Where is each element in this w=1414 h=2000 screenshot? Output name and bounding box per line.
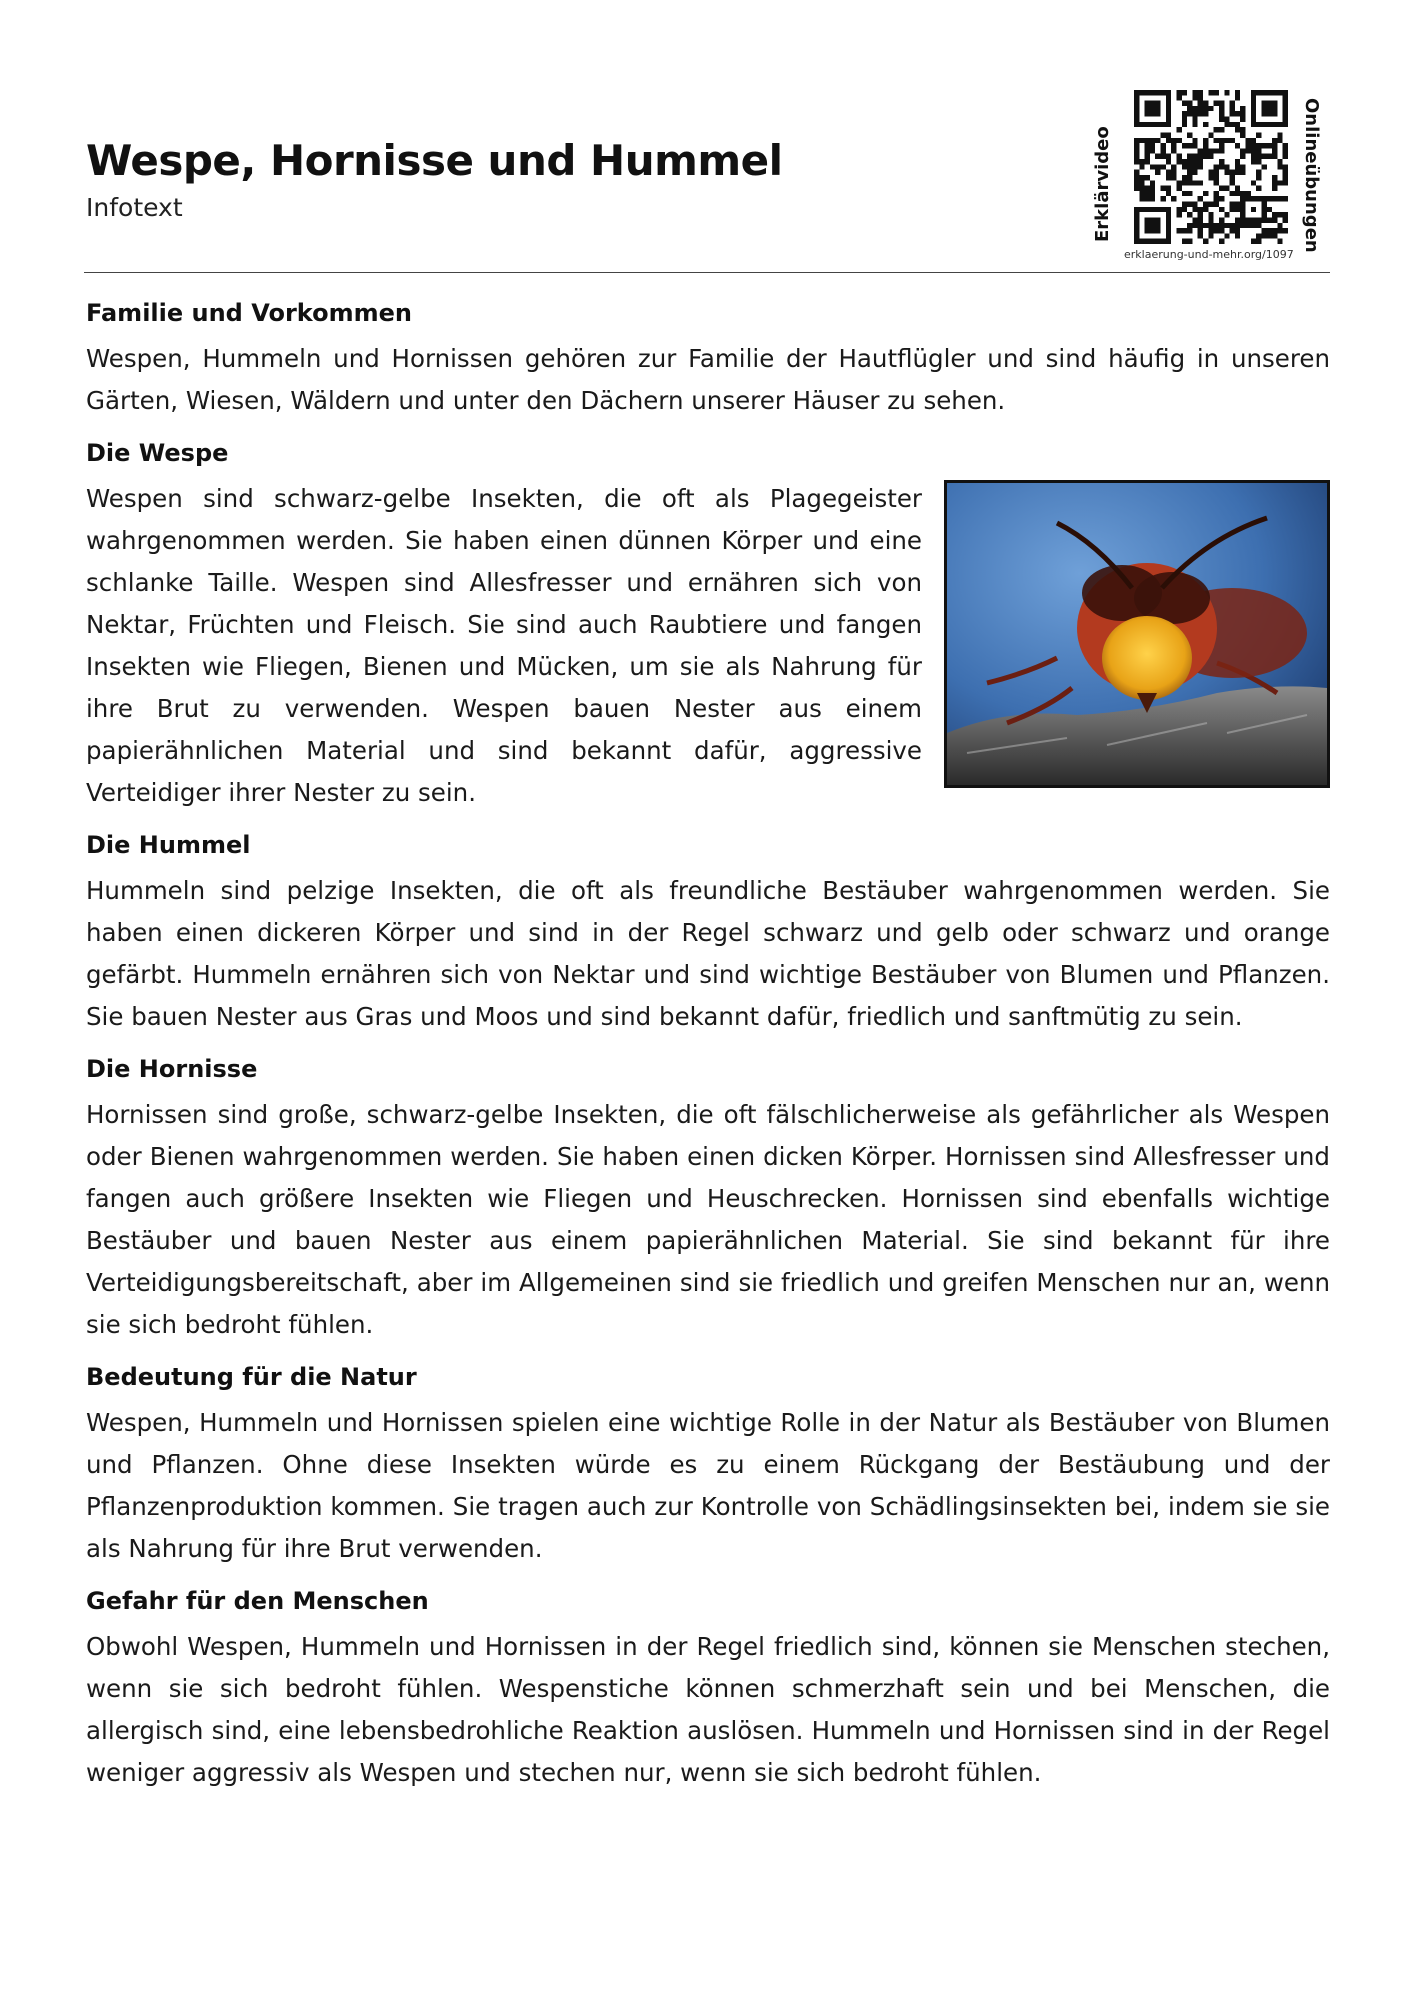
hornet-photo-icon (947, 483, 1327, 785)
qr-code-block[interactable] (1088, 88, 1328, 268)
qr-url-text[interactable]: erklaerung-und-mehr.org/1097 (1124, 248, 1294, 261)
section-family (86, 296, 1330, 422)
section-text: Wespen, Hummeln und Hornissen spielen eine wichtige Rolle in der Natur als Bestäuber von Blumen und Pflanzen. Ohne diese Insekten würde es zu einem Rückgang der Bestäubung und der Pflanzenproduktion kommen. Sie tragen auch zur Kontrolle von Schädlingsinsekten bei, indem sie sie als Nahrung für ihre Brut verwenden. (86, 1408, 1330, 1563)
section-text: Hummeln sind pelzige Insekten, die oft als freundliche Bestäuber wahrgenommen werden. Sie haben einen dickeren Körper und sind in der Regel schwarz und gelb oder schwarz und orange gefärbt. Hummeln ernähren sich von Nektar und sind wichtige Bestäuber von Blumen und Pflanzen. Sie bauen Nester aus Gras und Moos und sind bekannt dafür, friedlich und sanftmütig zu sein. (86, 876, 1330, 1031)
section-heading: Bedeutung für die Natur (86, 1363, 417, 1391)
header-divider (84, 272, 1330, 273)
section-heading: Die Hummel (86, 831, 251, 859)
content-area (86, 296, 1330, 1808)
section-nature (86, 1360, 1330, 1570)
section-text: Hornissen sind große, schwarz-gelbe Insekten, die oft fälschlicherweise als gefährlicher als Wespen oder Bienen wahrgenommen werden. Sie haben einen dicken Körper. Hornissen sind Allesfresser und fangen auch größere Insekten wie Fliegen und Heuschrecken. Hornissen sind ebenfalls wichtige Bestäuber und bauen Nester aus einem papierähnlichen Material. Sie sind bekannt für ihre Verteidigungsbereitschaft, aber im Allgemeinen sind sie friedlich und greifen Menschen nur an, wenn sie sich bedroht fühlen. (86, 1100, 1330, 1339)
page-subtitle: Infotext (86, 193, 183, 222)
qr-label-video: Erklärvideo (1092, 126, 1113, 242)
section-hornet (86, 1052, 1330, 1346)
section-danger (86, 1584, 1330, 1794)
qr-code-icon[interactable] (1134, 90, 1288, 244)
section-bumblebee (86, 828, 1330, 1038)
section-text: Wespen, Hummeln und Hornissen gehören zur Familie der Hautflügler und sind häufig in unseren Gärten, Wiesen, Wäldern und unter den Dächern unserer Häuser zu sehen. (86, 344, 1330, 415)
section-text: Wespen sind schwarz-gelbe Insekten, die oft als Plagegeister wahrgenommen werden. Sie haben einen dünnen Körper und eine schlanke Taille. Wespen sind Allesfresser und ernähren sich von Nektar, Früchten und Fleisch. Sie sind auch Raubtiere und fangen Insekten wie Fliegen, Bienen und Mücken, um sie als Nahrung für ihre Brut zu verwenden. Wespen bauen Nester aus einem papierähnlichen Material und sind bekannt dafür, aggressive Verteidiger ihrer Nester zu sein. (86, 484, 922, 807)
hornet-photo (944, 480, 1330, 788)
section-heading: Familie und Vorkommen (86, 299, 412, 327)
section-wasp (86, 436, 1330, 814)
section-heading: Die Wespe (86, 439, 229, 467)
section-heading: Die Hornisse (86, 1055, 258, 1083)
section-heading: Gefahr für den Menschen (86, 1587, 429, 1615)
page-title: Wespe, Hornisse und Hummel (86, 136, 783, 185)
qr-label-exercises: Onlineübungen (1301, 98, 1322, 253)
section-text: Obwohl Wespen, Hummeln und Hornissen in der Regel friedlich sind, können sie Menschen stechen, wenn sie sich bedroht fühlen. Wespenstiche können schmerzhaft sein und bei Menschen, die allergisch sind, eine lebensbedrohliche Reaktion auslösen. Hummeln und Hornissen sind in der Regel weniger aggressiv als Wespen und stechen nur, wenn sie sich bedroht fühlen. (86, 1632, 1330, 1787)
